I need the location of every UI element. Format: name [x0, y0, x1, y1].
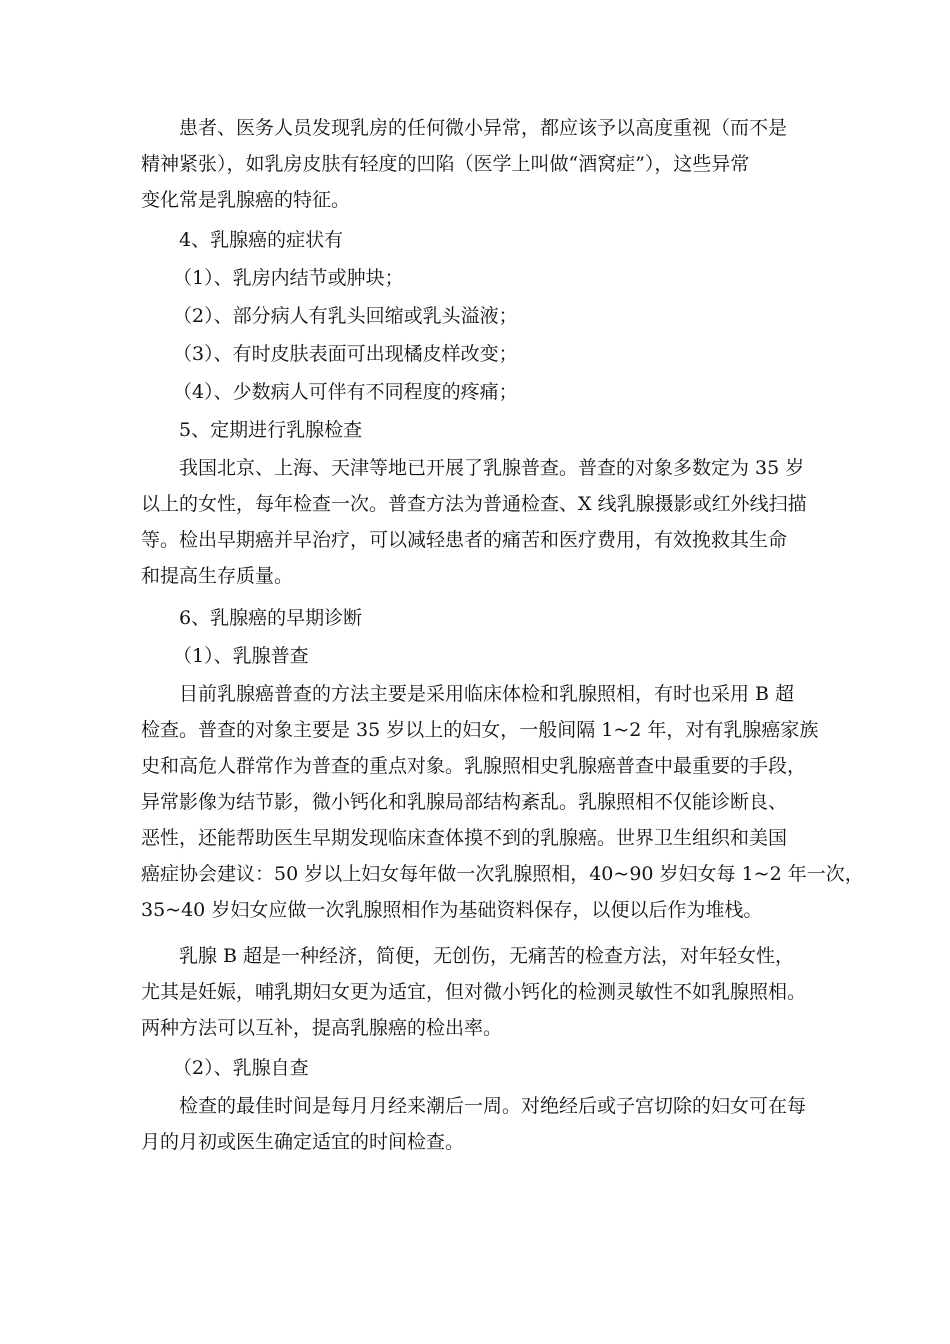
heading-text: 5、定期进行乳腺检查 [179, 419, 363, 441]
text-line: 史和高危人群常作为普查的重点对象。乳腺照相史乳腺癌普查中最重要的手段， [141, 755, 807, 777]
list-item-text: （1）、乳房内结节或肿块； [173, 267, 404, 289]
heading-regular-check [141, 412, 362, 448]
text-line: 乳腺 B 超是一种经济，简便，无创伤，无痛苦的检查方法，对年轻女性， [179, 945, 795, 967]
heading-text: （1）、乳腺普查 [173, 645, 309, 667]
text-line: 35~40 岁妇女应做一次乳腺照相作为基础资料保存，以便以后作为堆栈。 [141, 899, 763, 921]
heading-text: （2）、乳腺自查 [173, 1057, 309, 1079]
text-line: 我国北京、上海、天津等地已开展了乳腺普查。普查的对象多数定为 35 岁 [179, 457, 805, 479]
text-line: 检查的最佳时间是每月月经来潮后一周。对绝经后或子宫切除的妇女可在每 [179, 1095, 807, 1117]
paragraph-screening [141, 450, 807, 594]
text-line: 异常影像为结节影，微小钙化和乳腺局部结构紊乱。乳腺照相不仅能诊断良、 [141, 791, 788, 813]
paragraph-self-exam-timing [141, 1088, 806, 1160]
list-item-text: （4）、少数病人可伴有不同程度的疼痛； [173, 381, 518, 403]
text-line: 和提高生存质量。 [141, 565, 294, 587]
heading-symptoms [141, 222, 343, 258]
heading-text: 4、乳腺癌的症状有 [179, 229, 344, 251]
text-line: 变化常是乳腺癌的特征。 [141, 189, 351, 211]
text-line: 等。检出早期癌并早治疗，可以减轻患者的痛苦和医疗费用，有效挽救其生命 [141, 529, 788, 551]
list-item-text: （2）、部分病人有乳头回缩或乳头溢液； [173, 305, 518, 327]
list-item-symptom-2 [141, 298, 518, 334]
text-line: 恶性，还能帮助医生早期发现临床查体摸不到的乳腺癌。世界卫生组织和美国 [141, 827, 788, 849]
subheading-screening [141, 638, 309, 674]
paragraph-screening-methods [141, 676, 864, 928]
text-line: 检查。普查的对象主要是 35 岁以上的妇女，一般间隔 1~2 年，对有乳腺癌家族 [141, 719, 819, 741]
text-line: 以上的女性，每年检查一次。普查方法为普通检查、X 线乳腺摄影或红外线扫描 [141, 493, 807, 515]
text-line: 目前乳腺癌普查的方法主要是采用临床体检和乳腺照相，有时也采用 B 超 [179, 683, 795, 705]
text-line: 患者、医务人员发现乳房的任何微小异常，都应该予以高度重视（而不是 [179, 117, 788, 139]
text-line: 精神紧张），如乳房皮肤有轻度的凹陷（医学上叫做“酒窝症”），这些异常 [141, 153, 750, 175]
heading-text: 6、乳腺癌的早期诊断 [179, 607, 363, 629]
list-item-symptom-4 [141, 374, 518, 410]
list-item-symptom-1 [141, 260, 404, 296]
text-line: 月的月初或医生确定适宜的时间检查。 [141, 1131, 465, 1153]
list-item-text: （3）、有时皮肤表面可出现橘皮样改变； [173, 343, 518, 365]
text-line: 尤其是妊娠，哺乳期妇女更为适宜，但对微小钙化的检测灵敏性不如乳腺照相。 [141, 981, 807, 1003]
paragraph-symptom-attention [141, 110, 787, 218]
text-line: 两种方法可以互补，提高乳腺癌的检出率。 [141, 1017, 503, 1039]
list-item-symptom-3 [141, 336, 518, 372]
text-line: 癌症协会建议：50 岁以上妇女每年做一次乳腺照相，40~90 岁妇女每 1~2 年一次， [141, 863, 864, 885]
heading-early-diagnosis [141, 600, 362, 636]
paragraph-ultrasound [141, 938, 806, 1046]
subheading-self-exam [141, 1050, 309, 1086]
